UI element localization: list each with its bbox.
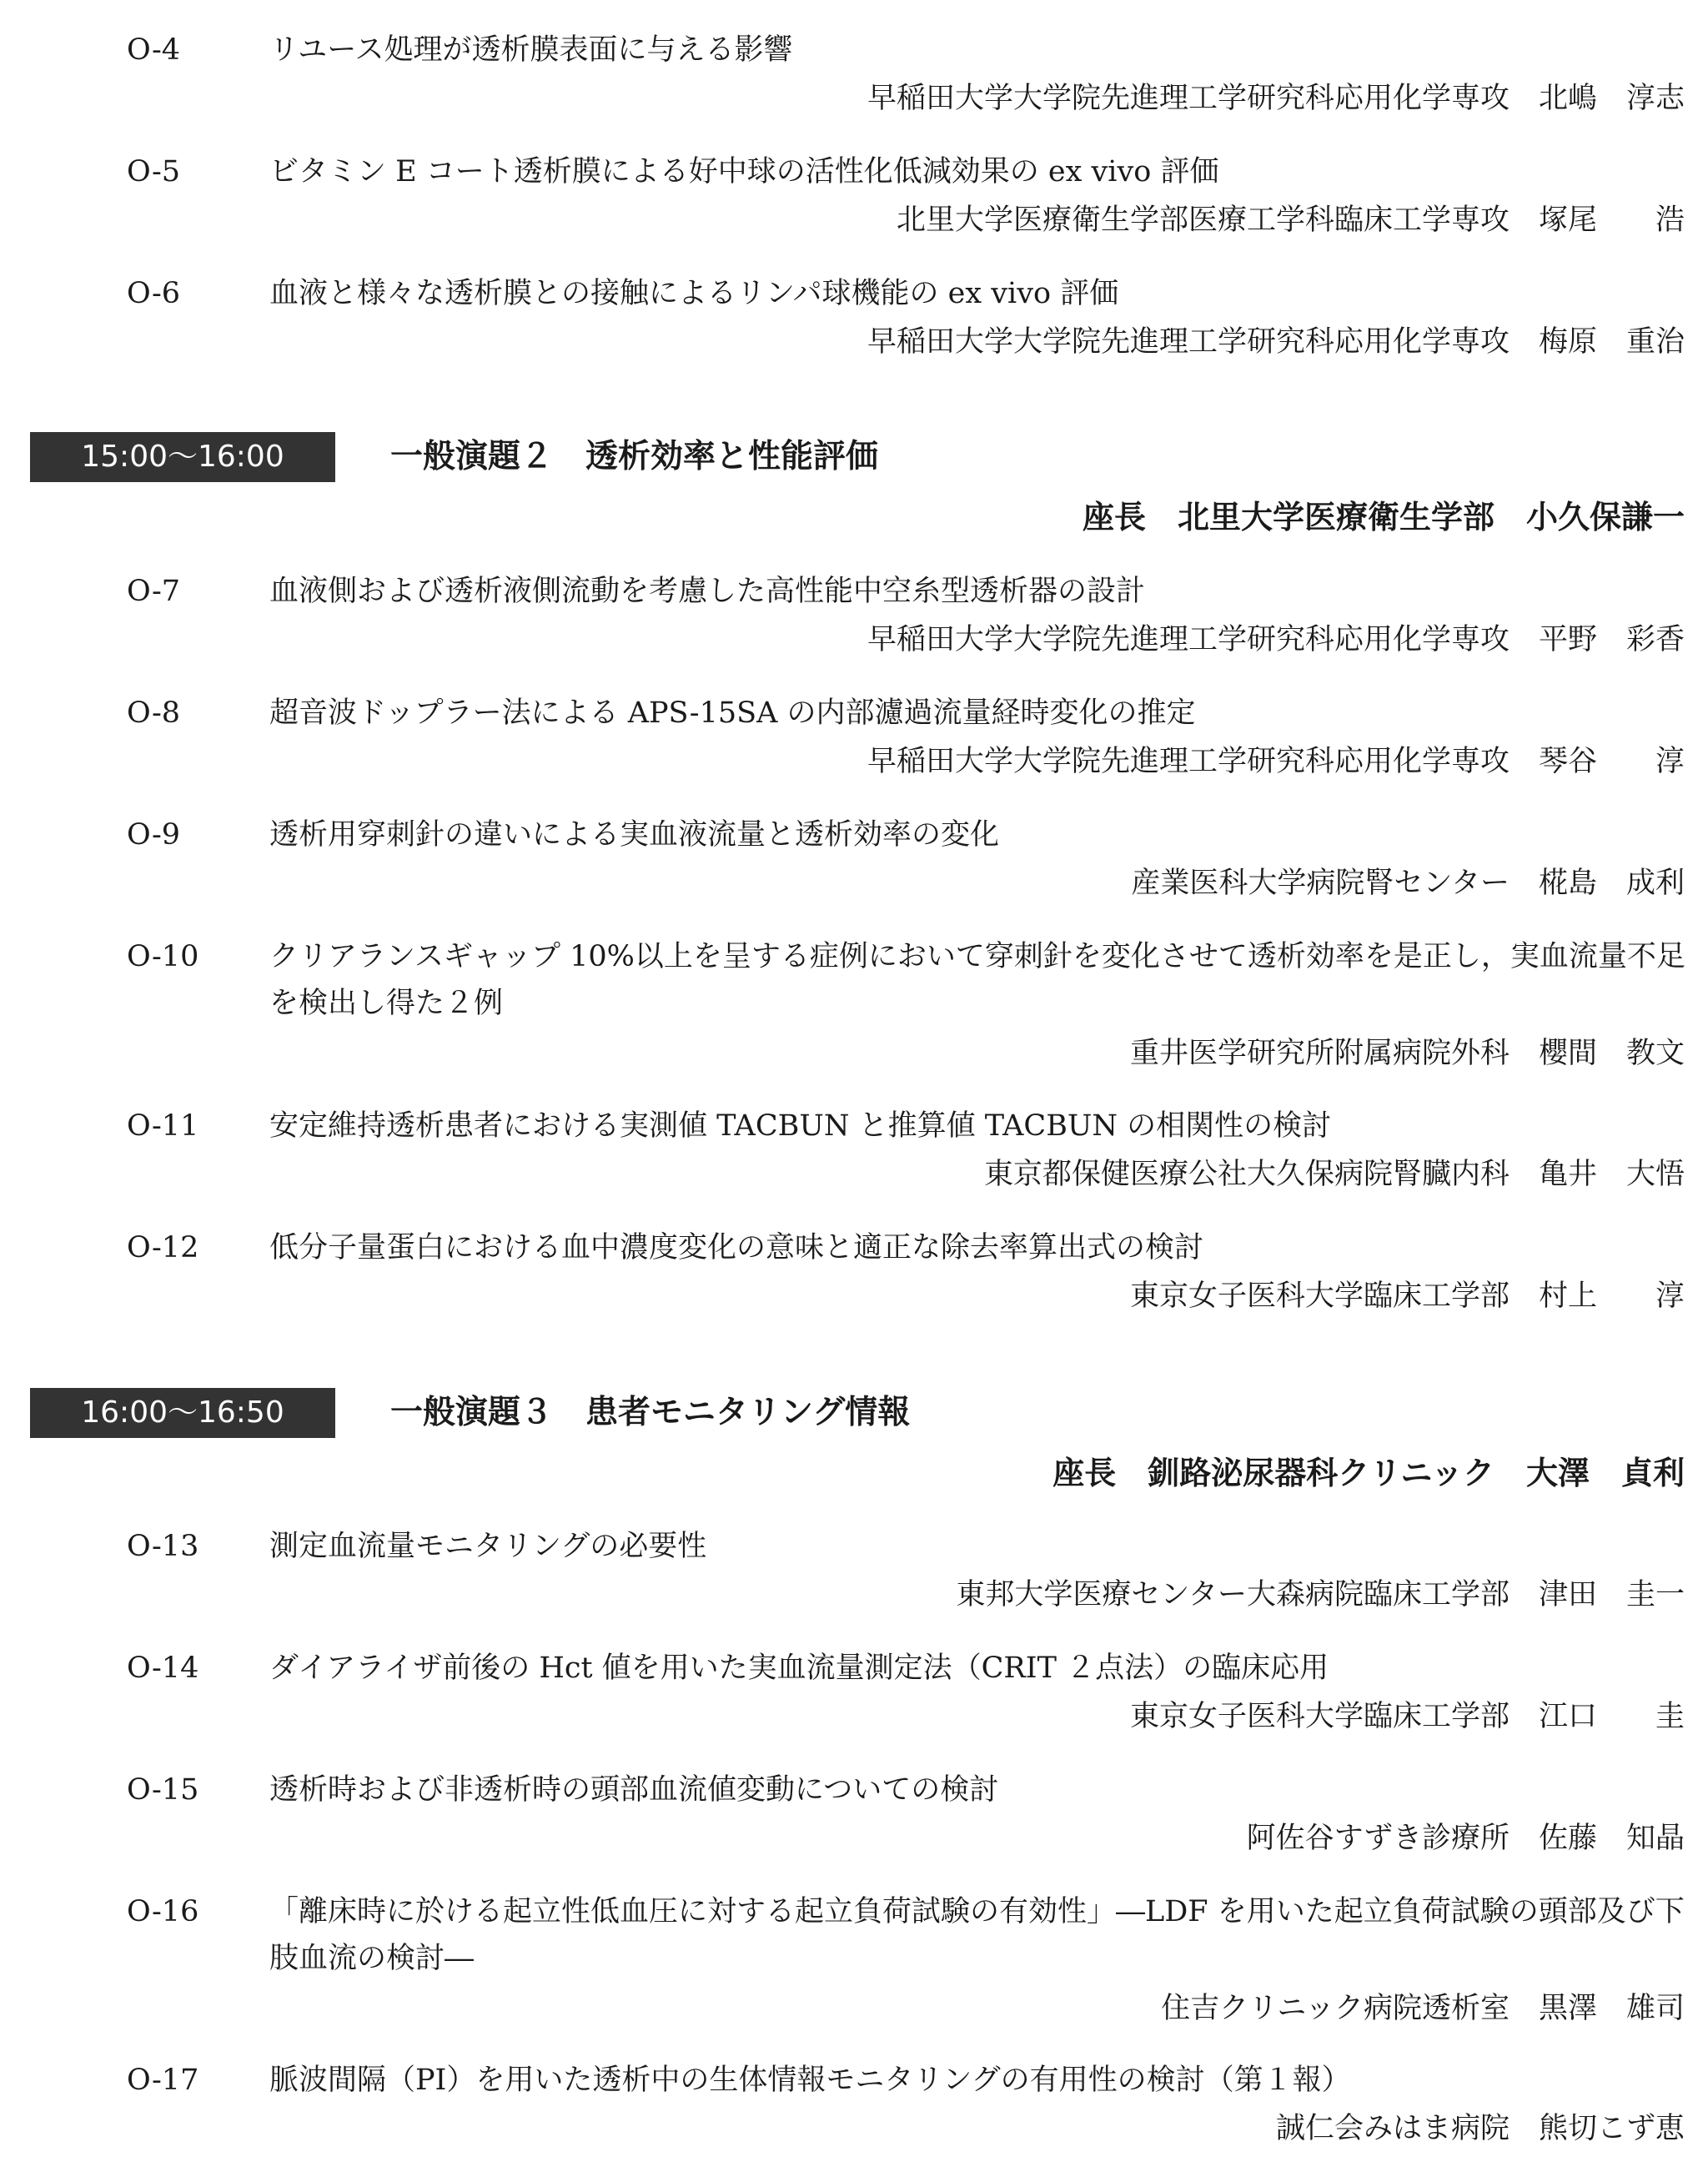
session-chair: 座長 釧路泌尿器科クリニック 大澤 貞利: [1052, 1455, 1685, 1491]
item-title: 透析時および非透析時の頭部血流値変動についての検討: [269, 1773, 999, 1807]
item-author: 東京女子医科大学臨床工学部 江口 圭: [1129, 1700, 1685, 1733]
item-number: O-7: [127, 575, 181, 608]
item-title: 超音波ドップラー法による APS-15SA の内部濾過流量経時変化の推定: [269, 696, 1196, 730]
item-title: 血液と様々な透析膜との接触によるリンパ球機能の ex vivo 評価: [269, 277, 1119, 310]
item-title: ビタミン E コート透析膜による好中球の活性化低減効果の ex vivo 評価: [269, 155, 1219, 189]
item-author: 誠仁会みはま病院 熊切こず恵: [1275, 2112, 1685, 2145]
item-number: O-15: [127, 1773, 199, 1807]
item-number: O-8: [127, 696, 181, 730]
item-title: 測定血流量モニタリングの必要性: [269, 1530, 707, 1563]
item-author: 北里大学医療衛生学部医療工学科臨床工学専攻 塚尾 浩: [896, 204, 1685, 237]
item-author: 住吉クリニック病院透析室 黒澤 雄司: [1161, 1992, 1685, 2025]
item-number: O-5: [127, 155, 181, 189]
item-author: 重井医学研究所附属病院外科 櫻間 教文: [1129, 1037, 1685, 1070]
item-author: 東京女子医科大学臨床工学部 村上 淳: [1129, 1280, 1685, 1313]
session-time-badge: 16:00～16:50: [30, 1388, 335, 1438]
item-author: 阿佐谷すずき診療所 佐藤 知晶: [1246, 1822, 1685, 1855]
session-title: 一般演題２ 透析効率と性能評価: [390, 438, 879, 475]
item-title: 安定維持透析患者における実測値 TACBUN と推算値 TACBUN の相関性の検討: [269, 1109, 1332, 1143]
item-number: O-6: [127, 277, 181, 310]
item-title: 「離床時に於ける起立性低血圧に対する起立負荷試験の有効性」―LDF を用いた起立負荷試験の頭部及び下肢血流の検討―: [269, 1895, 1685, 1975]
item-title: 透析用穿刺針の違いによる実血液流量と透析効率の変化: [269, 818, 1000, 852]
session-title: 一般演題３ 患者モニタリング情報: [390, 1394, 911, 1431]
item-number: O-12: [127, 1231, 199, 1264]
session-chair: 座長 北里大学医療衛生学部 小久保謙一: [1082, 499, 1685, 535]
item-title: クリアランスギャップ 10%以上を呈する症例において穿刺針を変化させて透析効率を是正し，実血流量不足を検出し得た２例: [269, 940, 1685, 1020]
item-title: 低分子量蛋白における血中濃度変化の意味と適正な除去率算出式の検討: [269, 1231, 1204, 1264]
item-number: O-11: [127, 1109, 199, 1143]
item-author: 東邦大学医療センター大森病院臨床工学部 津田 圭一: [956, 1578, 1685, 1611]
item-title: リユース処理が透析膜表面に与える影響: [269, 33, 793, 67]
item-title: 血液側および透析液側流動を考慮した高性能中空糸型透析器の設計: [269, 575, 1146, 608]
item-author: 東京都保健医療公社大久保病院腎臓内科 亀井 大悟: [983, 1158, 1685, 1191]
item-number: O-10: [127, 940, 199, 973]
item-number: O-9: [127, 818, 181, 852]
item-author: 早稲田大学大学院先進理工学研究科応用化学専攻 平野 彩香: [867, 623, 1685, 656]
session-time-badge: 15:00～16:00: [30, 432, 335, 482]
item-title: ダイアライザ前後の Hct 値を用いた実血流量測定法（CRIT ２点法）の臨床応用: [269, 1652, 1329, 1685]
item-author: 早稲田大学大学院先進理工学研究科応用化学専攻 北嶋 淳志: [867, 82, 1685, 115]
item-number: O-16: [127, 1895, 199, 1928]
item-author: 産業医科大学病院腎センター 椛島 成利: [1131, 867, 1685, 900]
item-author: 早稲田大学大学院先進理工学研究科応用化学専攻 琴谷 淳: [867, 745, 1685, 778]
item-author: 早稲田大学大学院先進理工学研究科応用化学専攻 梅原 重治: [867, 325, 1685, 359]
item-number: O-4: [127, 33, 181, 67]
item-number: O-14: [127, 1652, 199, 1685]
item-number: O-17: [127, 2064, 199, 2097]
item-number: O-13: [127, 1530, 199, 1563]
item-title: 脈波間隔（PI）を用いた透析中の生体情報モニタリングの有用性の検討（第１報）: [269, 2064, 1351, 2097]
